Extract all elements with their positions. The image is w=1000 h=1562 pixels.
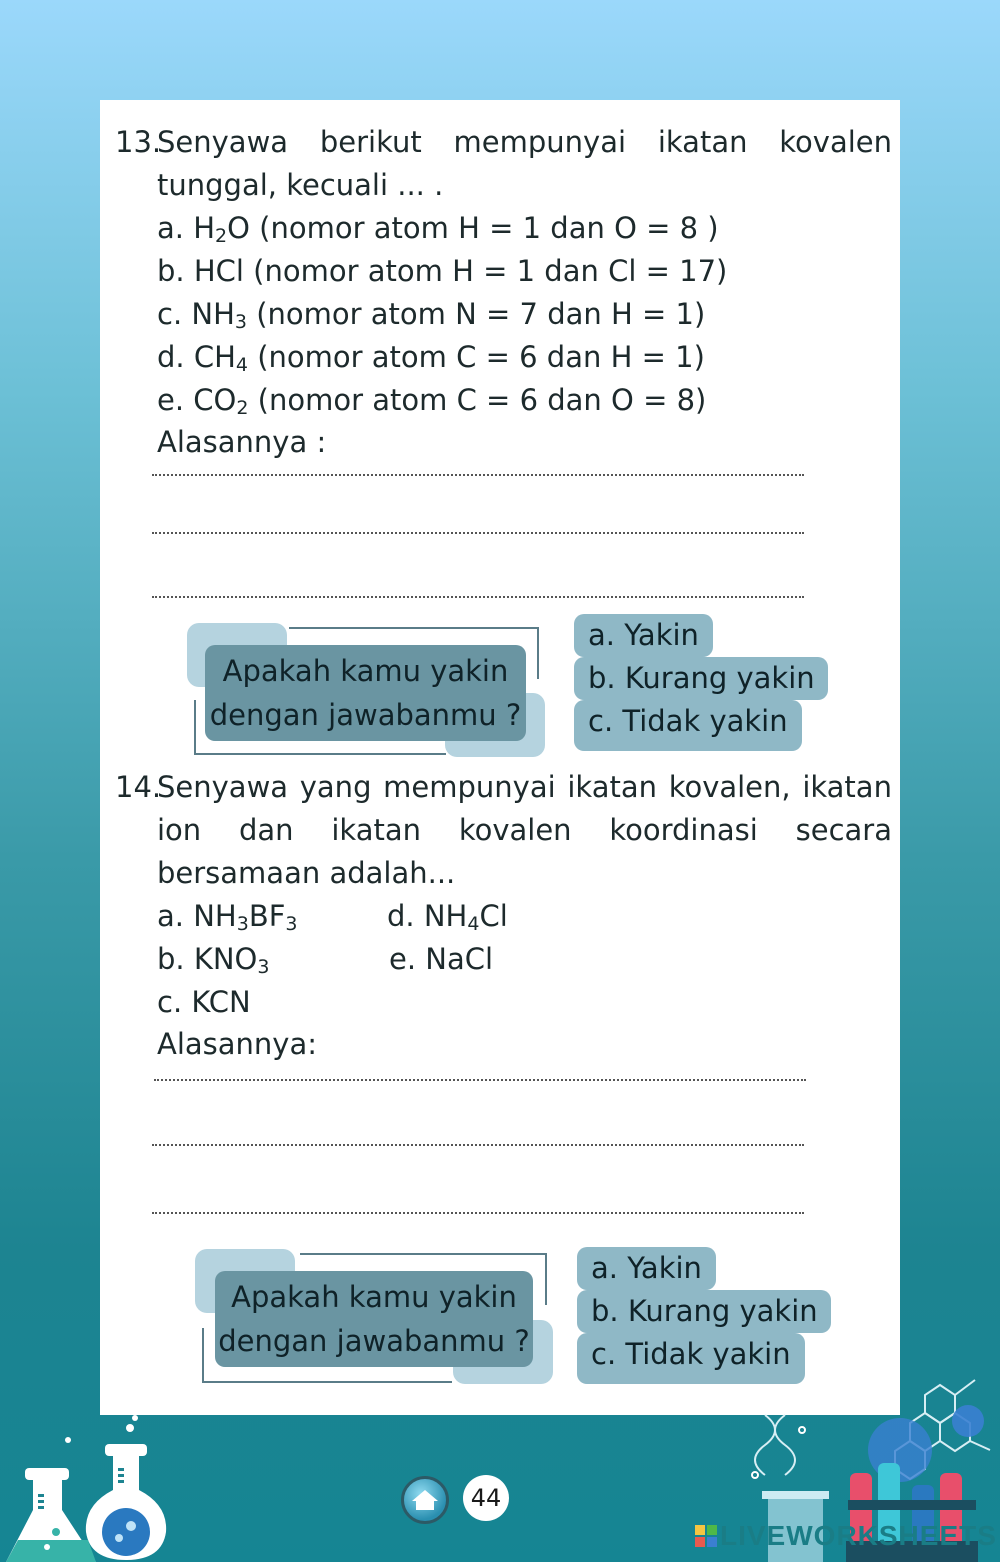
home-button[interactable] xyxy=(401,1476,449,1524)
q14-option-d[interactable]: d. $NH_4Cl$ xyxy=(387,899,508,935)
brand-watermark: LIVEWORKSHEETS xyxy=(720,1520,997,1551)
liveworksheets-logo-icon xyxy=(695,1525,717,1547)
q14-option-a[interactable]: a. $NH_3BF_3$ xyxy=(157,899,298,935)
q13-answer-line-3[interactable] xyxy=(152,596,804,598)
home-icon xyxy=(411,1488,439,1512)
q13-stem-line1: Senyawa berikut mempunyai ikatan kovalen xyxy=(157,125,892,159)
q14-option-c[interactable]: c. KCN xyxy=(157,985,251,1019)
lab-flasks-illustration xyxy=(0,1410,200,1562)
q13-reason-label: Alasannya : xyxy=(157,425,327,459)
q13-option-a[interactable]: a. $H_2O$ (nomor atom H = 1 dan O = 8 ) xyxy=(157,211,719,247)
q13-confidence-question: Apakah kamu yakin dengan jawabanmu ? xyxy=(205,645,526,741)
q13-option-d[interactable]: d. $CH_4$ (nomor atom C = 6 dan H = 1) xyxy=(157,340,705,376)
q14-confidence-kurang-yakin[interactable]: b. Kurang yakin xyxy=(577,1290,831,1333)
q14-confidence-yakin[interactable]: a. Yakin xyxy=(577,1247,716,1290)
q14-stem-line2: ion dan ikatan kovalen koordinasi secara xyxy=(157,813,892,847)
q13-confidence-yakin[interactable]: a. Yakin xyxy=(574,614,713,657)
q14-reason-label: Alasannya: xyxy=(157,1027,318,1061)
page-number: 44 xyxy=(463,1475,509,1521)
q13-option-c[interactable]: c. $NH_3$ (nomor atom N = 7 dan H = 1) xyxy=(157,297,706,333)
q14-option-e[interactable]: e. NaCl xyxy=(389,942,494,976)
q14-confidence-tidak-yakin[interactable]: c. Tidak yakin xyxy=(577,1333,805,1384)
q13-answer-line-2[interactable] xyxy=(152,532,804,534)
q14-number: 14. xyxy=(115,770,162,804)
q13-number: 13. xyxy=(115,125,162,159)
q14-option-b[interactable]: b. $KNO_3$ xyxy=(157,942,270,978)
q14-answer-line-2[interactable] xyxy=(152,1144,804,1146)
q13-stem-line2: tunggal, kecuali ... . xyxy=(157,168,444,202)
q14-confidence-question: Apakah kamu yakin dengan jawabanmu ? xyxy=(215,1271,533,1367)
q13-answer-line-1[interactable] xyxy=(152,474,804,476)
q14-stem-line1: Senyawa yang mempunyai ikatan kovalen, ikatan xyxy=(157,770,892,804)
q13-option-b[interactable]: b. HCl (nomor atom H = 1 dan Cl = 17) xyxy=(157,254,728,288)
q13-option-e[interactable]: e. $CO_2$ (nomor atom C = 6 dan O = 8) xyxy=(157,383,707,419)
q14-answer-line-1[interactable] xyxy=(154,1079,806,1081)
q13-confidence-kurang-yakin[interactable]: b. Kurang yakin xyxy=(574,657,828,700)
q13-confidence-tidak-yakin[interactable]: c. Tidak yakin xyxy=(574,700,802,751)
q14-stem-line3: bersamaan adalah... xyxy=(157,856,456,890)
q14-answer-line-3[interactable] xyxy=(152,1212,804,1214)
